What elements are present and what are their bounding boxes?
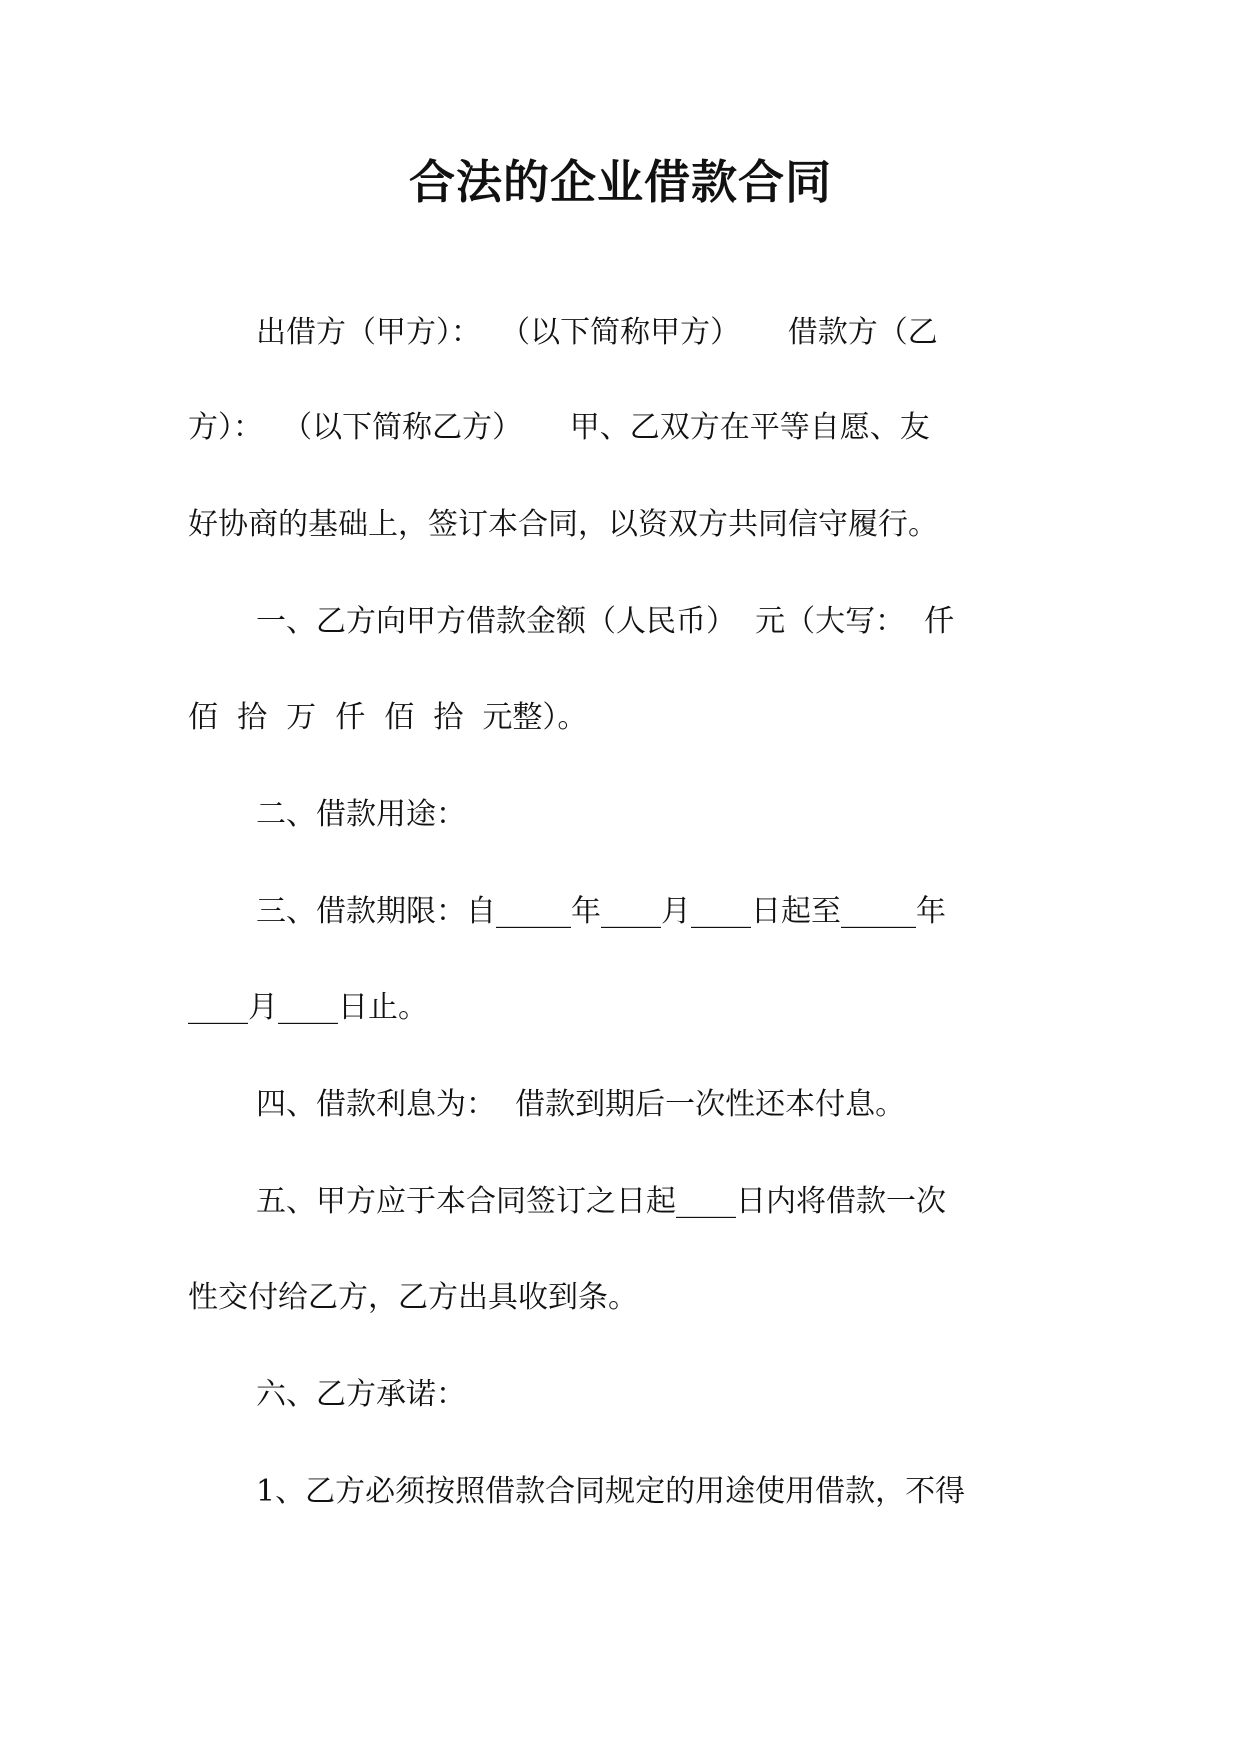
paragraph-line: 出借方（甲方）： （以下简称甲方） 借款方（乙 [256, 315, 938, 350]
paragraph-line: 五、甲方应于本合同签订之日起____日内将借款一次 [256, 1184, 946, 1219]
paragraph-line: 二、借款用途： [256, 797, 466, 832]
paragraph-line: 三、借款期限：自_____年____月____日起至_____年 [256, 894, 946, 929]
paragraph-line: 1、乙方必须按照借款合同规定的用途使用借款，不得 [256, 1474, 966, 1509]
paragraph-line: ____月____日止。 [188, 990, 428, 1025]
paragraph-line: 好协商的基础上，签订本合同，以资双方共同信守履行。 [188, 507, 938, 542]
paragraph-line: 四、借款利息为： 借款到期后一次性还本付息。 [256, 1087, 906, 1122]
paragraph-line: 方）： （以下简称乙方） 甲、乙双方在平等自愿、友 [188, 410, 930, 445]
paragraph-line: 佰 拾 万 仟 佰 拾 元整）。 [188, 700, 588, 735]
paragraph-line: 性交付给乙方，乙方出具收到条。 [188, 1280, 638, 1315]
paragraph-line: 一、乙方向甲方借款金额（人民币） 元（大写： 仟 [256, 604, 955, 639]
document-title: 合法的企业借款合同 [409, 155, 832, 209]
paragraph-line: 六、乙方承诺： [256, 1377, 466, 1412]
